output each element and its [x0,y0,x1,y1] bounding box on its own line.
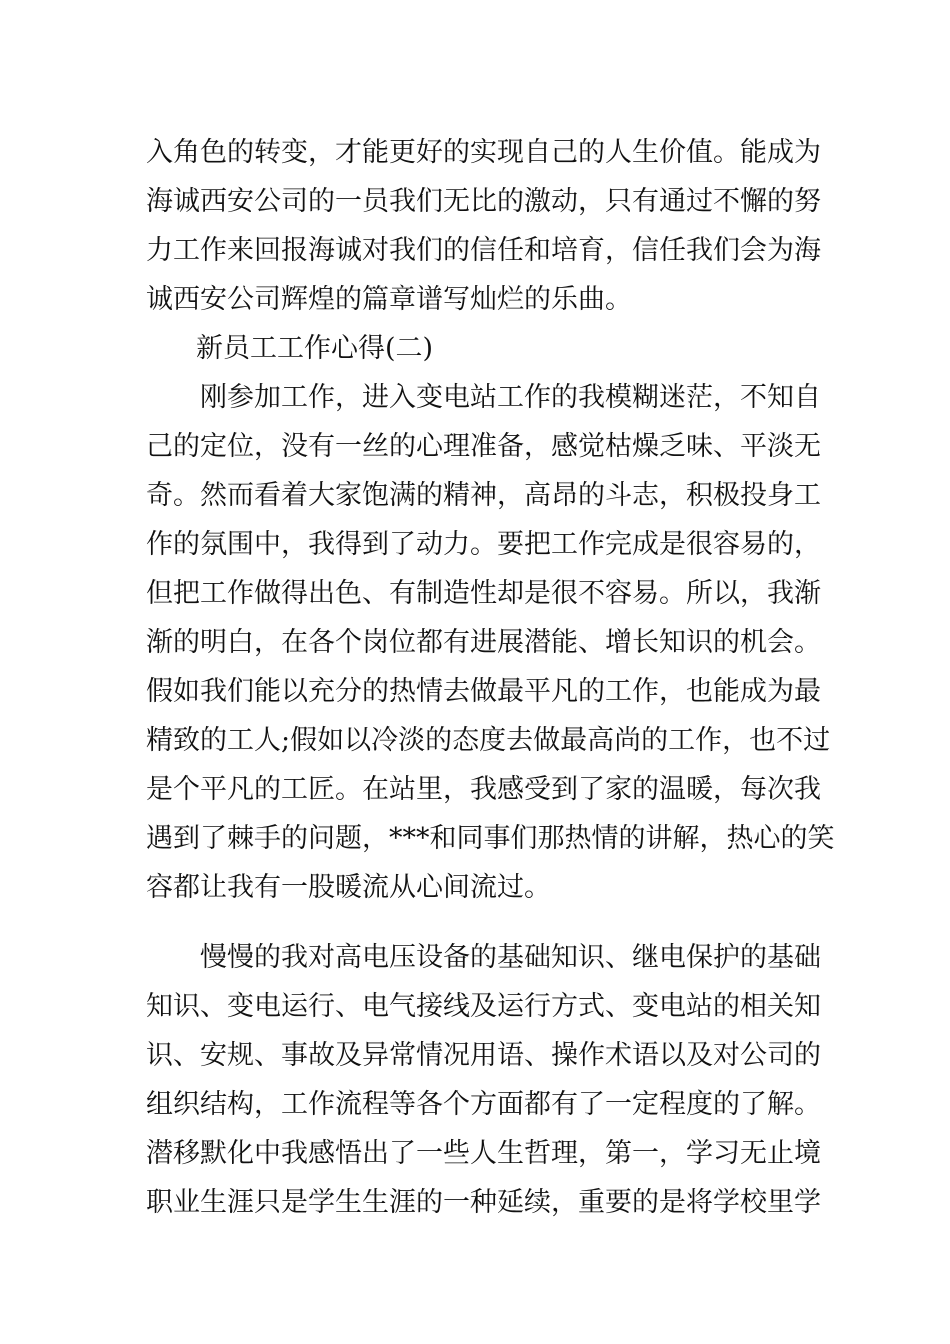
text-line: 知识、变电运行、电气接线及运行方式、变电站的相关知 [146,991,821,1022]
text-line: 作的氛围中，我得到了动力。要把工作完成是很容易的， [146,529,821,560]
document-body [146,128,835,1227]
text-line: 力工作来回报海诚对我们的信任和培育，信任我们会为海 [146,235,821,266]
text-line: 海诚西安公司的一员我们无比的激动，只有通过不懈的努 [146,186,821,217]
text-line: 但把工作做得出色、有制造性却是很不容易。所以，我渐 [146,578,821,609]
text-line: 慢慢的我对高电压设备的基础知识、继电保护的基础 [200,942,821,973]
text-line: 识、安规、事故及异常情况用语、操作术语以及对公司的 [146,1040,821,1071]
text-line: 遇到了棘手的问题，***和同事们那热情的讲解，热心的笑 [146,823,835,854]
text-line: 是个平凡的工匠。在站里，我感受到了家的温暖，每次我 [146,774,821,805]
paragraph-spacer [146,912,816,933]
section-heading: 新员工工作心得(二) [196,333,434,364]
text-line: 职业生涯只是学生生涯的一种延续，重要的是将学校里学 [146,1187,821,1218]
text-line: 奇。然而看着大家饱满的精神，高昂的斗志，积极投身工 [146,480,821,511]
text-line: 潜移默化中我感悟出了一些人生哲理，第一，学习无止境 [146,1138,821,1169]
text-line: 刚参加工作，进入变电站工作的我模糊迷茫，不知自 [200,382,821,413]
text-line: 精致的工人;假如以冷淡的态度去做最高尚的工作，也不过 [146,725,831,756]
text-line: 渐的明白，在各个岗位都有进展潜能、增长知识的机会。 [146,627,821,658]
text-line: 入角色的转变，才能更好的实现自己的人生价值。能成为 [146,137,821,168]
text-line: 容都让我有一股暖流从心间流过。 [146,872,551,903]
text-line: 己的定位，没有一丝的心理准备，感觉枯燥乏味、平淡无 [146,431,821,462]
text-line: 诚西安公司辉煌的篇章谱写灿烂的乐曲。 [146,284,632,315]
text-line: 假如我们能以充分的热情去做最平凡的工作，也能成为最 [146,676,821,707]
text-line: 组织结构，工作流程等各个方面都有了一定程度的了解。 [146,1089,821,1120]
